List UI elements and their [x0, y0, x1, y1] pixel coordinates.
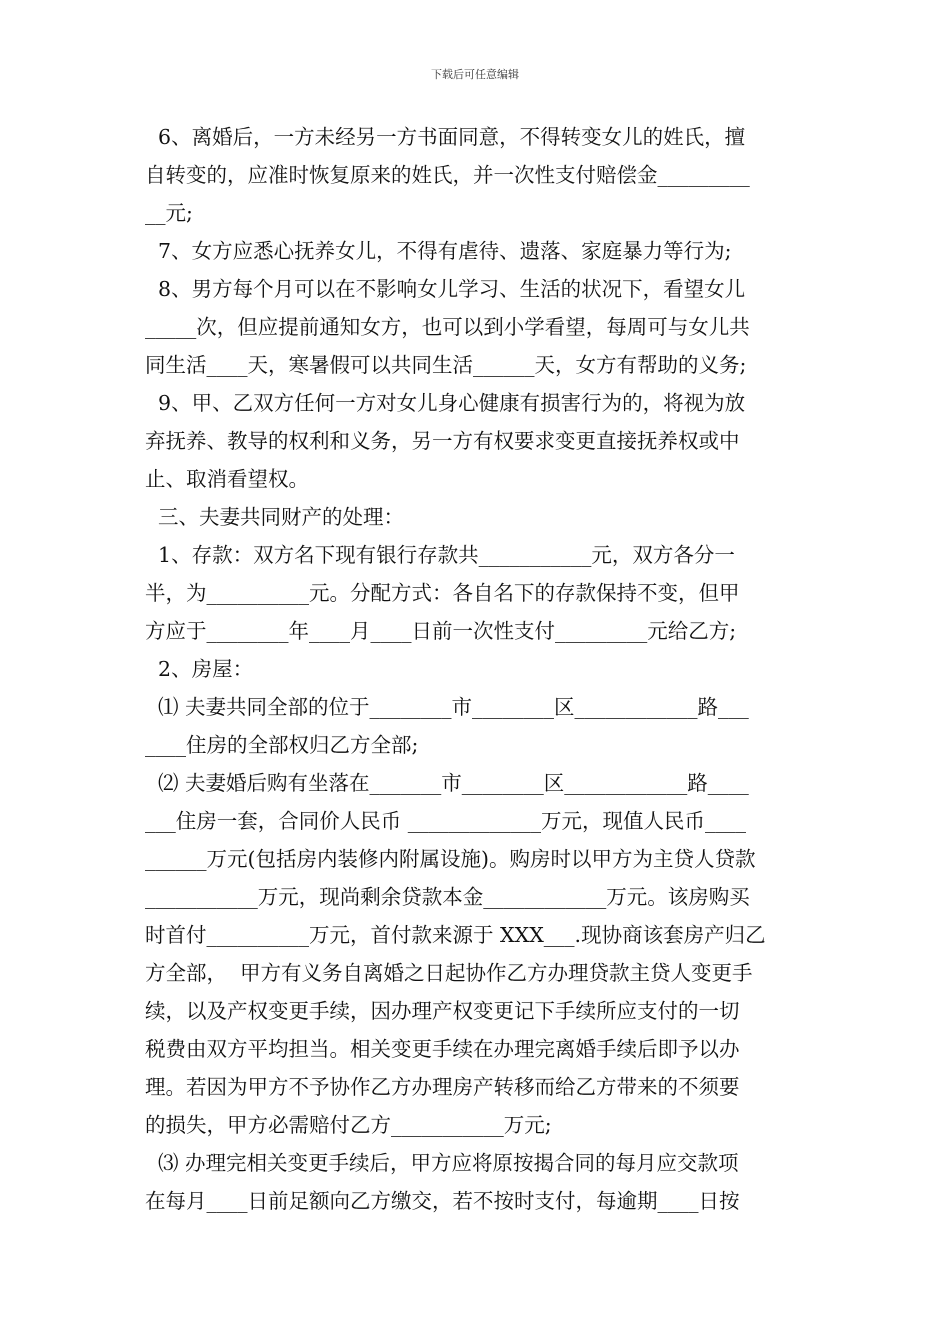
text-line: ⑶ 办理完相关变更手续后，甲方应将原按揭合同的每月应交款项 — [145, 1151, 739, 1175]
text-line: 弃抚养、教导的权利和义务，另一方有权要求变更直接抚养权或中 — [145, 429, 740, 453]
text-line: 8、男方每个月可以在不影响女儿学习、生活的状况下，看望女儿 — [145, 277, 746, 301]
text-line: ⑴ 夫妻共同全部的位于________市________区____________路___ — [145, 695, 749, 719]
text-line: 同生活____天，寒暑假可以共同生活______天，女方有帮助的义务; — [145, 353, 747, 377]
text-line: 半，为__________元。分配方式：各自名下的存款保持不变，但甲 — [145, 581, 740, 605]
text-line: 自转变的，应准时恢复原来的姓氏，并一次性支付赔偿金_________ — [145, 163, 750, 187]
page-header: 下载后可任意编辑 — [431, 68, 519, 81]
text-line: 2、房屋： — [145, 657, 254, 681]
text-line: 方全部， 甲方有义务自离婚之日起协作乙方办理贷款主贷人变更手 — [145, 961, 753, 985]
text-line: 7、女方应悉心抚养女儿，不得有虐待、遗落、家庭暴力等行为; — [145, 239, 732, 263]
text-line: ___住房一套，合同价人民币 _____________万元，现值人民币____ — [145, 809, 747, 833]
text-line: __元; — [145, 201, 193, 225]
text-line: 时首付__________万元，首付款来源于 XXX___.现协商该套房产归乙 — [145, 923, 766, 947]
text-line: ____住房的全部权归乙方全部; — [145, 733, 419, 757]
text-line: 止、取消看望权。 — [145, 467, 309, 491]
text-line: 续，以及产权变更手续，因办理产权变更记下手续所应支付的一切 — [145, 999, 740, 1023]
text-line: _____次，但应提前通知女方，也可以到小学看望，每周可与女儿共 — [145, 315, 750, 339]
text-line: 在每月____日前足额向乙方缴交，若不按时支付，每逾期____日按 — [145, 1189, 740, 1213]
section-heading: 三、夫妻共同财产的处理： — [145, 505, 405, 529]
text-line: 方应于________年____月____日前一次性支付_________元给乙方; — [145, 619, 737, 643]
text-line: 理。若因为甲方不予协作乙方办理房产转移而给乙方带来的不须要 — [145, 1075, 740, 1099]
text-line: 6、离婚后，一方未经另一方书面同意，不得转变女儿的姓氏，擅 — [145, 125, 746, 149]
text-line: 9、甲、乙双方任何一方对女儿身心健康有损害行为的，将视为放 — [145, 391, 746, 415]
text-line: ___________万元，现尚剩余贷款本金____________万元。该房购买 — [145, 885, 750, 909]
document-body — [145, 118, 807, 1220]
text-line: 1、存款：双方名下现有银行存款共___________元，双方各分一 — [145, 543, 735, 567]
text-line: 的损失，甲方必需赔付乙方___________万元; — [145, 1113, 552, 1137]
text-line: ______万元(包括房内装修内附属设施)。购房时以甲方为主贷人贷款 — [145, 847, 756, 871]
text-line: ⑵ 夫妻婚后购有坐落在_______市________区____________路____ — [145, 771, 749, 795]
text-line: 税费由双方平均担当。相关变更手续在办理完离婚手续后即予以办 — [145, 1037, 740, 1061]
